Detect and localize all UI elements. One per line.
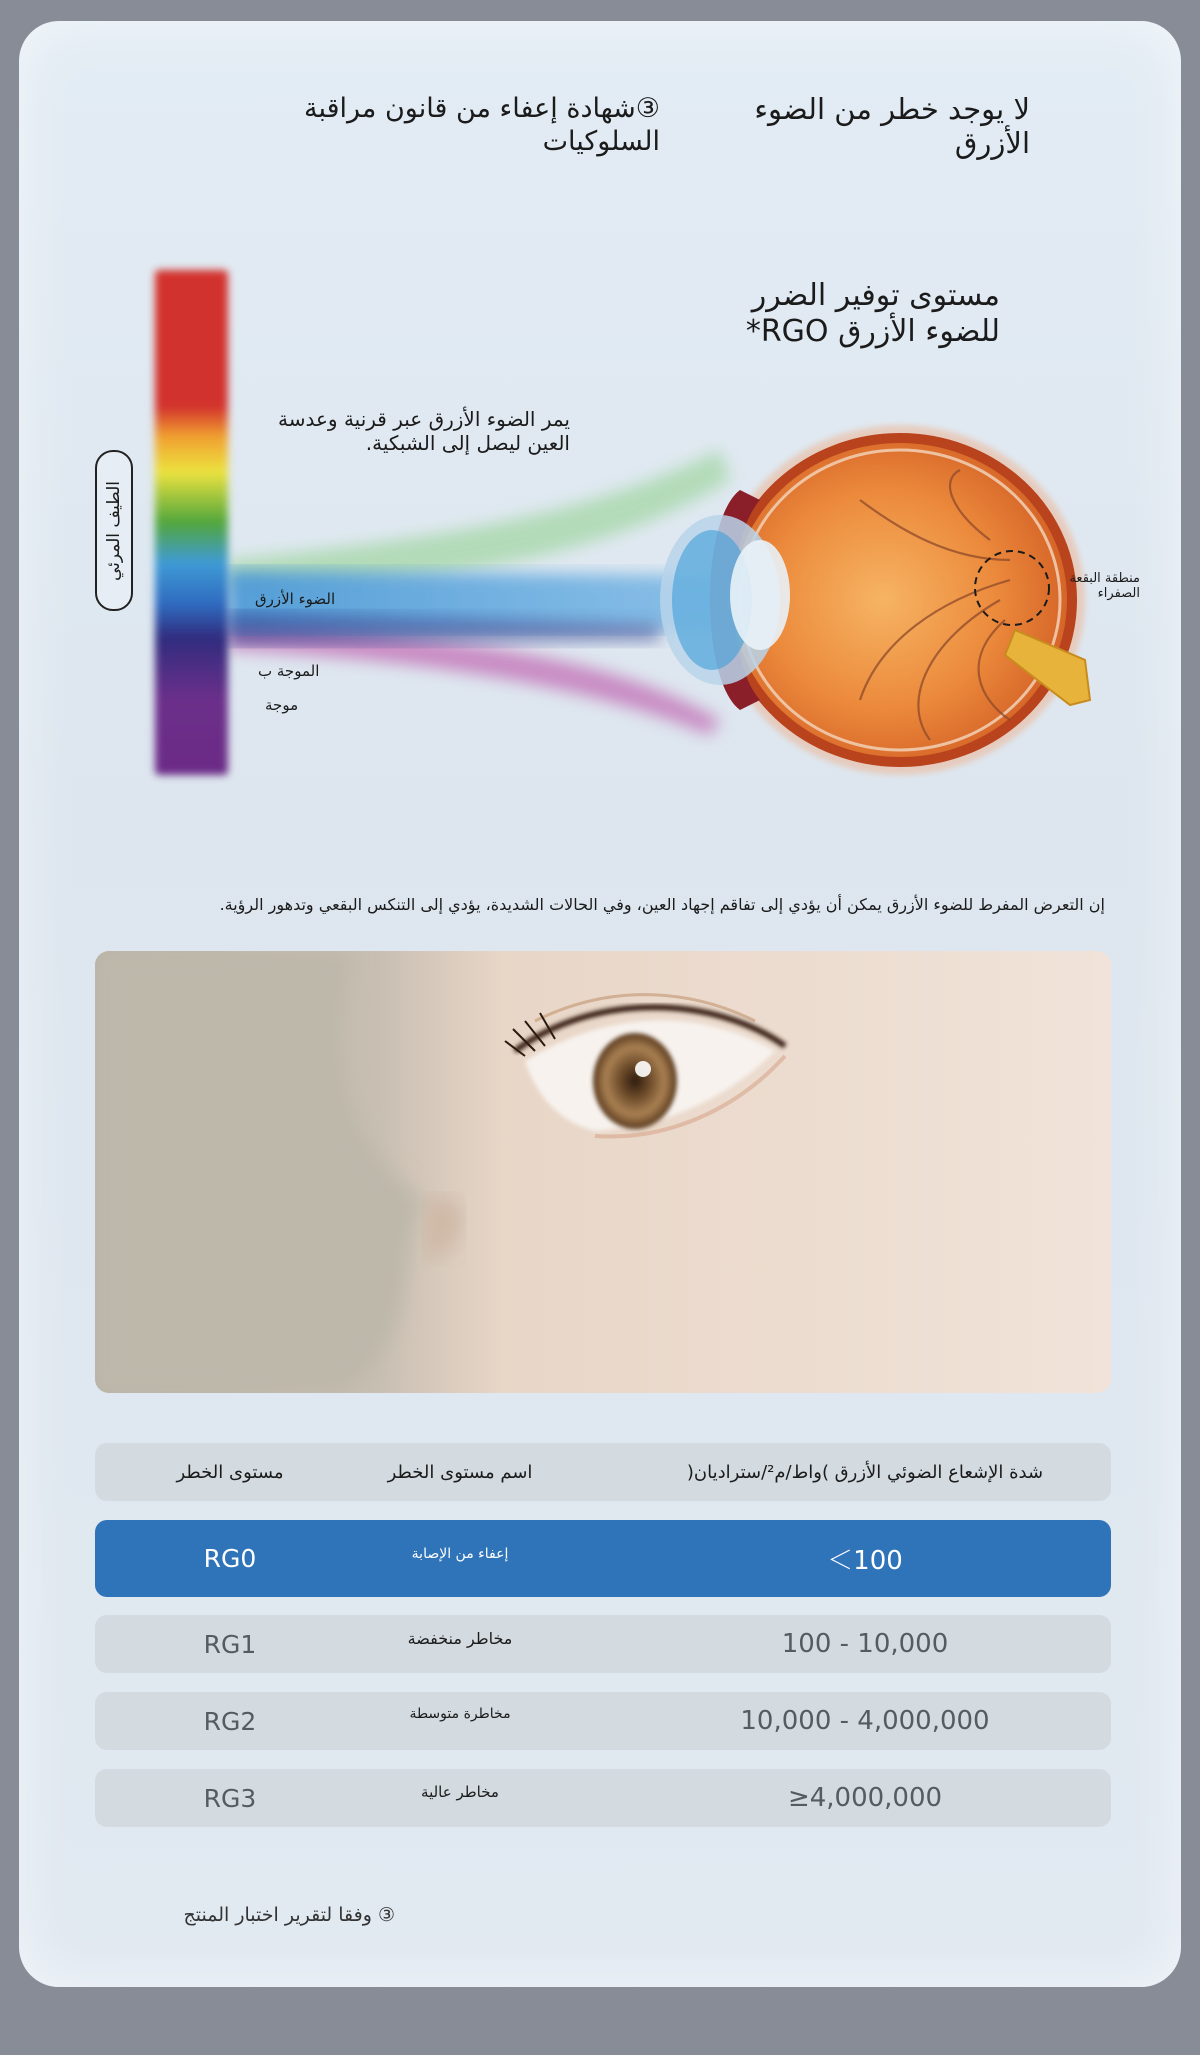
table-row	[95, 1520, 1111, 1597]
risk-level-cell: RG2	[203, 1706, 257, 1736]
exemption-cert-heading: ③شهادة إعفاء من قانون مراقبة السلوكيات	[303, 93, 660, 157]
spectrum-label: الطيف المرئي	[104, 480, 124, 581]
blue-light-label: الضوء الأزرق	[255, 590, 336, 608]
header-risk-name: اسم مستوى الخطر	[387, 1461, 533, 1483]
header-risk-level: مستوى الخطر	[176, 1461, 284, 1483]
risk-level-cell: RG0	[203, 1544, 257, 1573]
table-header-row	[95, 1443, 1111, 1501]
blue-light-pass-text: يمر الضوء الأزرق عبر قرنية وعدسة العين ليصل إلى الشبكية.	[278, 407, 570, 455]
risk-name-cell: مخاطرة متوسطة	[409, 1706, 511, 1722]
header-intensity: شدة الإشعاع الضوئي الأزرق )واط/م²/ستراديان(	[686, 1461, 1044, 1483]
intensity-cell: ＜100	[827, 1546, 903, 1576]
no-blue-risk-heading: لا يوجد خطر من الضوء الأزرق	[754, 92, 1030, 160]
table-row	[95, 1692, 1111, 1750]
risk-level-cell: RG3	[203, 1783, 257, 1813]
intensity-cell: ≥4,000,000	[787, 1783, 943, 1813]
risk-name-cell: مخاطر عالية	[421, 1783, 499, 1801]
table-row	[95, 1615, 1111, 1673]
visible-spectrum-bar	[155, 270, 228, 775]
risk-name-cell: إعفاء من الإصابة	[411, 1546, 509, 1562]
wave-label: موجة	[265, 696, 299, 714]
yellow-spot-label: منطقة البقعة الصفراء	[1069, 571, 1140, 601]
exposure-caption: إن التعرض المفرط للضوء الأزرق يمكن أن يؤدي إلى تفاقم إجهاد العين، وفي الحالات الشديدة، يؤدي إلى التنكس البقعي وتدهور الرؤية.	[219, 895, 1105, 914]
child-eye-photo	[95, 951, 1111, 1393]
risk-name-cell: مخاطر منخفضة	[407, 1629, 513, 1648]
rgo-title: مستوى توفير الضرر للضوء الأزرق RGO*	[745, 278, 1000, 349]
green-ray	[228, 450, 730, 590]
risk-level-cell: RG1	[203, 1629, 257, 1659]
spectrum-label-pill	[95, 450, 133, 611]
intensity-cell: 100 - 10,000	[781, 1629, 949, 1659]
table-row	[95, 1769, 1111, 1827]
test-report-footnote: ③ وفقا لتقرير اختبار المنتج	[183, 1904, 395, 1926]
wave-b-label: الموجة ب	[258, 662, 320, 680]
intensity-cell: 10,000 - 4,000,000	[740, 1706, 990, 1736]
